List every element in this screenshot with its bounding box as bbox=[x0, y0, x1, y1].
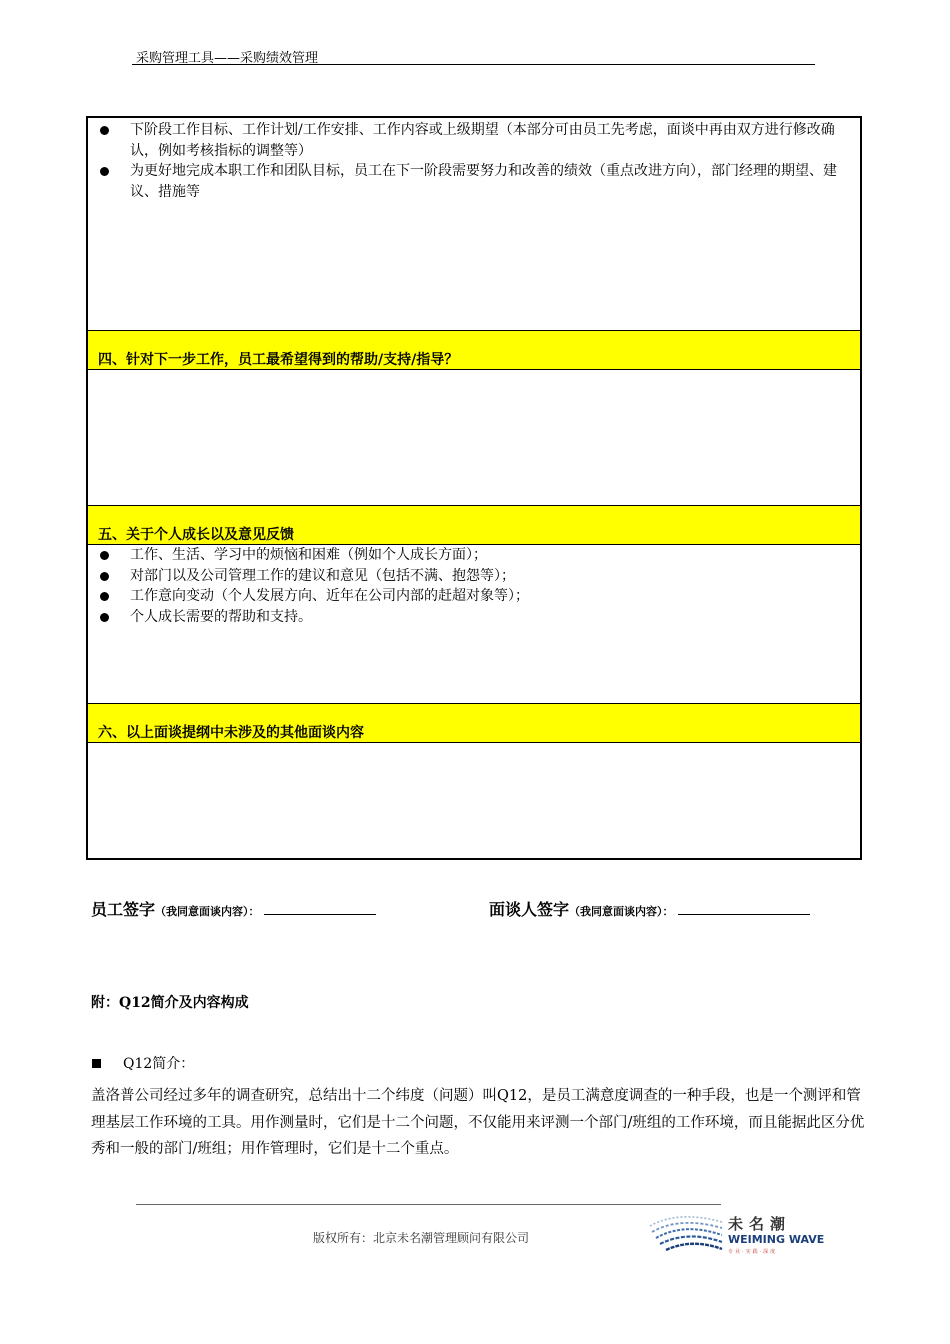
next-stage-goals-cell[interactable] bbox=[88, 118, 860, 330]
employee-signature-line[interactable] bbox=[264, 900, 376, 915]
company-logo bbox=[648, 1208, 828, 1258]
footer-copyright: 版权所有：北京未名潮管理顾问有限公司 bbox=[313, 1231, 530, 1245]
section4-answer-cell[interactable] bbox=[88, 370, 860, 505]
interviewer-signature-line[interactable] bbox=[678, 900, 810, 915]
section5-header-row bbox=[88, 505, 860, 545]
goals-bullet-1: 下阶段工作目标、工作计划/工作安排、工作内容或上级期望（本部分可由员工先考虑，面谈中再由双方进行修改确认，例如考核指标的调整等） bbox=[98, 120, 852, 161]
section6-heading: 六、以上面谈提纲中未涉及的其他面谈内容 bbox=[98, 725, 364, 741]
header-rule bbox=[132, 64, 815, 65]
section5-bullet-1: 工作、生活、学习中的烦恼和困难（例如个人成长方面）； bbox=[98, 545, 852, 566]
section5-answer-cell[interactable] bbox=[88, 545, 860, 703]
goals-bullet-2: 为更好地完成本职工作和团队目标，员工在下一阶段需要努力和改善的绩效（重点改进方向），部门经理的期望、建议、措施等 bbox=[98, 161, 852, 202]
employee-signature bbox=[91, 897, 376, 920]
interviewer-signature bbox=[489, 897, 810, 920]
square-bullet-icon bbox=[92, 1059, 101, 1068]
interview-form-table bbox=[86, 116, 862, 860]
logo-english-name: WEIMING WAVE bbox=[728, 1233, 825, 1246]
section6-header-row bbox=[88, 703, 860, 743]
document-header-title: 采购管理工具——采购绩效管理 bbox=[136, 51, 319, 66]
q12-intro-paragraph: 盖洛普公司经过多年的调查研究，总结出十二个纬度（问题）叫Q12，是员工满意度调查的一种手段，也是一个测评和管理基层工作环境的工具。用作测量时，它们是十二个问题，不仅能用来评测一个部门/班组的工作环境，而且能据此区分优秀和一般的部门/班组；用作管理时，它们是十二个重点。 bbox=[91, 1088, 865, 1157]
q12-intro-heading-text: Q12简介： bbox=[123, 1056, 195, 1072]
section4-header-row bbox=[88, 330, 860, 370]
section5-heading: 五、关于个人成长以及意见反馈 bbox=[98, 527, 294, 543]
interviewer-signature-label: 面谈人签字 bbox=[489, 900, 570, 919]
section5-bullet-2: 对部门以及公司管理工作的建议和意见（包括不满、抱怨等）； bbox=[98, 566, 852, 587]
employee-signature-label: 员工签字 bbox=[91, 900, 156, 919]
logo-chinese-name: 未名潮 bbox=[728, 1215, 792, 1233]
section5-bullet-4: 个人成长需要的帮助和支持。 bbox=[98, 607, 852, 628]
logo-slogan: 专业·实践·深度 bbox=[728, 1249, 778, 1255]
section5-bullet-3: 工作意向变动（个人发展方向、近年在公司内部的赶超对象等）； bbox=[98, 586, 852, 607]
wave-logo-icon bbox=[648, 1208, 724, 1258]
section4-heading: 四、针对下一步工作，员工最希望得到的帮助/支持/指导？ bbox=[98, 352, 459, 368]
q12-intro-heading bbox=[91, 1053, 194, 1073]
employee-signature-note: （我同意面谈内容）： bbox=[155, 905, 260, 918]
appendix-title: 附：Q12简介及内容构成 bbox=[91, 995, 249, 1011]
interviewer-signature-note: （我同意面谈内容）： bbox=[569, 905, 674, 918]
footer-rule bbox=[136, 1204, 721, 1205]
section6-answer-cell[interactable] bbox=[88, 743, 860, 858]
